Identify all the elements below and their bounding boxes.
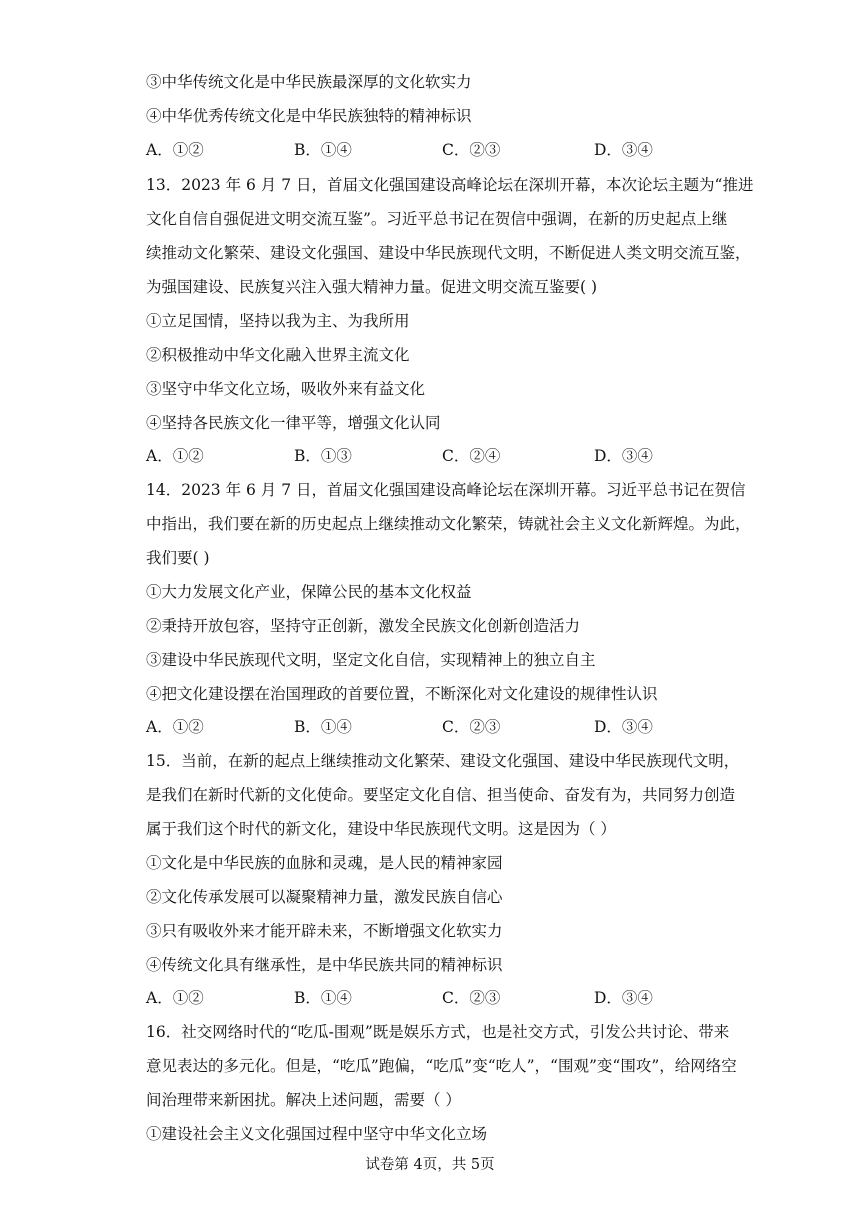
choice-item: ①大力发展文化产业，保障公民的基本文化权益 [146, 583, 472, 601]
question-13-stem: 续推动文化繁荣、建设文化强国、建设中华民族现代文明，不断促进人类文明交流互鉴， [146, 244, 751, 262]
choice-item: ③中华传统文化是中华民族最深厚的文化软实力 [146, 73, 472, 91]
option-a: A．①② [146, 718, 204, 736]
question-14-stem: 中指出，我们要在新的历史起点上继续推动文化繁荣，铸就社会主义文化新辉煌。为此， [146, 515, 751, 533]
option-a: A．①② [146, 447, 204, 465]
answer-options [146, 717, 726, 737]
page-footer: 试卷第 4页，共 5页 [365, 1157, 495, 1173]
question-15-stem: 是我们在新时代新的文化使命。要坚定文化自信、担当使命、奋发有为，共同努力创造 [146, 786, 736, 804]
question-14-stem: 我们要( ) [146, 549, 210, 567]
question-15-stem: 属于我们这个时代的新文化，建设中华民族现代文明。这是因为（ ） [146, 820, 616, 838]
choice-item: ②秉持开放包容，坚持守正创新，激发全民族文化创新创造活力 [146, 617, 581, 635]
option-a: A．①② [146, 141, 204, 159]
question-16-stem: 意见表达的多元化。但是，“吃瓜”跑偏，“吃瓜”变“吃人”，“围观”变“围攻”，给网络空 [146, 1057, 737, 1075]
question-13-stem: 13．2023 年 6 月 7 日，首届文化强国建设高峰论坛在深圳开幕，本次论坛主题为“推进 [146, 176, 754, 194]
choice-item: ④传统文化具有继承性，是中华民族共同的精神标识 [146, 956, 503, 974]
option-c: C．②③ [442, 141, 501, 159]
choice-item: ①建设社会主义文化强国过程中坚守中华文化立场 [146, 1125, 488, 1143]
option-b: B．①④ [294, 718, 352, 736]
option-a: A．①② [146, 989, 204, 1007]
choice-item: ④把文化建设摆在治国理政的首要位置，不断深化对文化建设的规律性认识 [146, 685, 658, 703]
option-d: D．③④ [594, 141, 653, 159]
question-16-stem: 间治理带来新困扰。解决上述问题，需要（ ） [146, 1091, 461, 1109]
answer-options [146, 446, 726, 466]
option-c: C．②④ [442, 447, 501, 465]
option-d: D．③④ [594, 718, 653, 736]
option-d: D．③④ [594, 989, 653, 1007]
question-15-stem: 15．当前，在新的起点上继续推动文化繁荣、建设文化强国、建设中华民族现代文明， [146, 752, 740, 770]
option-d: D．③④ [594, 447, 653, 465]
option-b: B．①④ [294, 989, 352, 1007]
choice-item: ④坚持各民族文化一律平等，增强文化认同 [146, 414, 441, 432]
option-b: B．①④ [294, 141, 352, 159]
question-13-stem: 文化自信自强促进文明交流互鉴”。习近平总书记在贺信中强调，在新的历史起点上继 [146, 210, 728, 228]
choice-item: ②文化传承发展可以凝聚精神力量，激发民族自信心 [146, 888, 503, 906]
answer-options [146, 140, 726, 160]
choice-item: ②积极推动中华文化融入世界主流文化 [146, 346, 410, 364]
choice-item: ①立足国情，坚持以我为主、为我所用 [146, 312, 410, 330]
choice-item: ③坚守中华文化立场，吸收外来有益文化 [146, 380, 426, 398]
choice-item: ④中华优秀传统文化是中华民族独特的精神标识 [146, 107, 472, 125]
question-13-stem: 为强国建设、民族复兴注入强大精神力量。促进文明交流互鉴要( ) [146, 278, 598, 296]
option-b: B．①③ [294, 447, 352, 465]
question-16-stem: 16．社交网络时代的“吃瓜-围观”既是娱乐方式，也是社交方式，引发公共讨论、带来 [146, 1023, 730, 1041]
option-c: C．②③ [442, 718, 501, 736]
option-c: C．②③ [442, 989, 501, 1007]
question-14-stem: 14．2023 年 6 月 7 日，首届文化强国建设高峰论坛在深圳开幕。习近平总书记在贺信 [146, 481, 746, 499]
answer-options [146, 988, 726, 1008]
choice-item: ①文化是中华民族的血脉和灵魂，是人民的精神家园 [146, 854, 503, 872]
choice-item: ③建设中华民族现代文明，坚定文化自信，实现精神上的独立自主 [146, 651, 596, 669]
choice-item: ③只有吸收外来才能开辟未来，不断增强文化软实力 [146, 922, 503, 940]
